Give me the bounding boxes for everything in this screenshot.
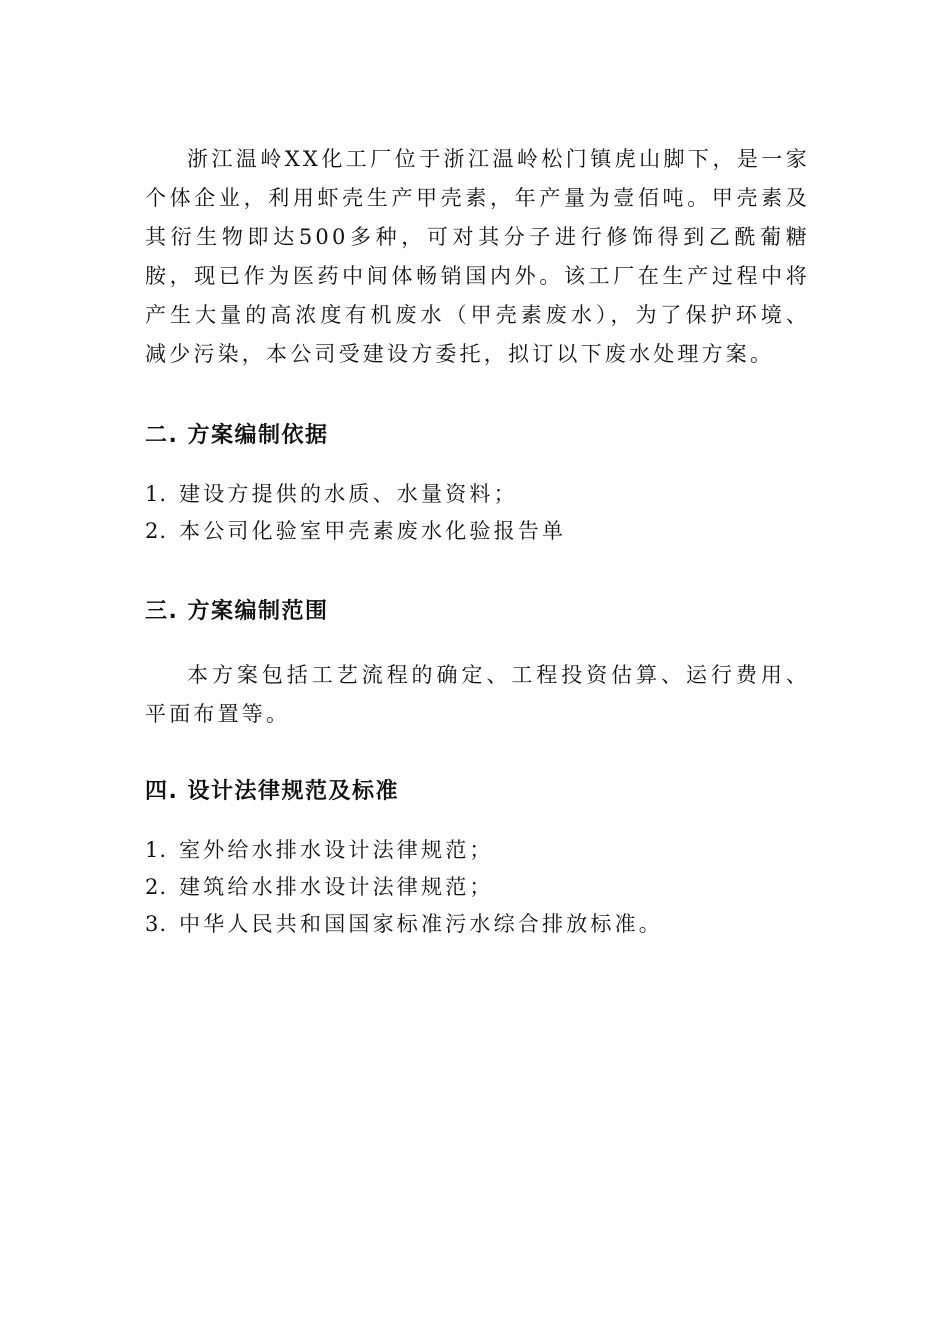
list-item-text: 建筑给水排水设计法律规范；	[179, 875, 494, 899]
list-item	[145, 906, 810, 943]
list-item-number: 2.	[145, 519, 168, 543]
section-heading-scope: 三. 方案编制范围	[145, 599, 329, 624]
scope-paragraph: 本方案包括工艺流程的确定、工程投资估算、运行费用、平面布置等。	[145, 663, 810, 726]
list-item	[145, 513, 810, 550]
list-item-number: 1.	[145, 482, 168, 506]
list-item-text: 建设方提供的水质、水量资料；	[179, 482, 518, 506]
basis-list	[145, 476, 810, 550]
standards-list	[145, 832, 810, 943]
list-item-number: 1.	[145, 838, 168, 862]
section-heading-basis: 二. 方案编制依据	[145, 423, 329, 448]
list-item	[145, 476, 810, 513]
list-item	[145, 832, 810, 869]
section-heading-standards: 四. 设计法律规范及标准	[145, 779, 400, 804]
list-item	[145, 869, 810, 906]
list-item-text: 本公司化验室甲壳素废水化验报告单	[179, 519, 567, 543]
list-item-number: 2.	[145, 875, 168, 899]
list-item-text: 中华人民共和国国家标准污水综合排放标准。	[179, 912, 663, 936]
intro-paragraph: 浙江温岭XX化工厂位于浙江温岭松门镇虎山脚下，是一家个体企业，利用虾壳生产甲壳素，年产量为壹佰吨。甲壳素及其衍生物即达500多种，可对其分子进行修饰得到乙酰葡糖胺，现已作为医药中间体畅销国内外。该工厂在生产过程中将产生大量的高浓度有机废水（甲壳素废水），为了保护环境、减少污染，本公司受建设方委托，拟订以下废水处理方案。	[145, 147, 810, 366]
list-item-text: 室外给水排水设计法律规范；	[179, 838, 494, 862]
list-item-number: 3.	[145, 912, 168, 936]
document-page	[145, 140, 810, 943]
